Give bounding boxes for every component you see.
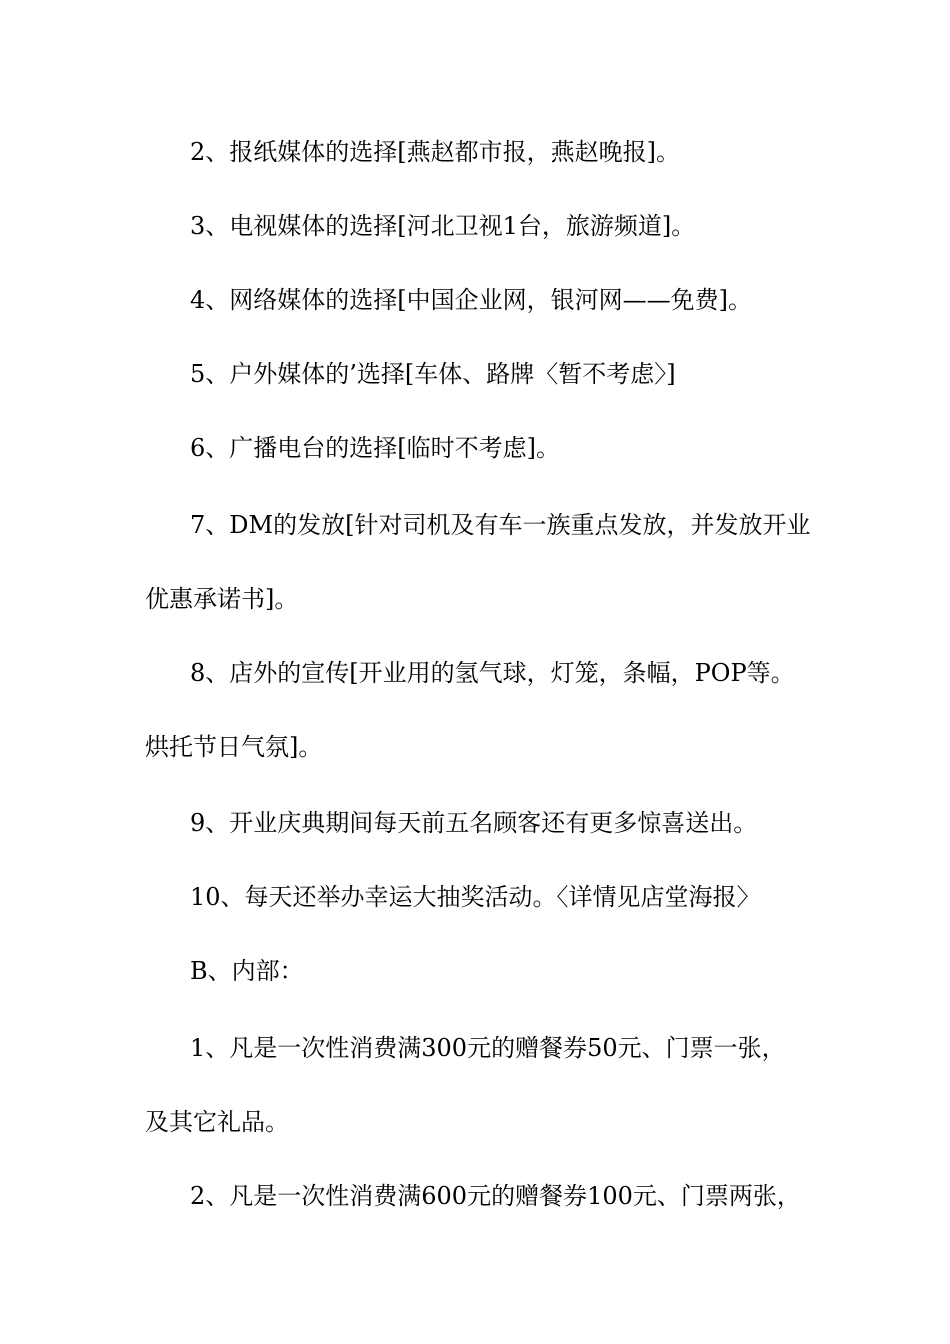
paragraph-line: 1、凡是一次性消费满300元的赠餐券50元、门票一张， <box>190 1034 786 1062</box>
paragraph-line: 7、DM的发放[针对司机及有车一族重点发放，并发放开业 <box>190 511 811 539</box>
paragraph-line: 6、广播电台的选择[临时不考虑]。 <box>190 434 560 462</box>
paragraph-line: 8、店外的宣传[开业用的氢气球，灯笼，条幅，POP等。 <box>190 659 795 687</box>
paragraph-line: 烘托节日气氛]。 <box>145 733 323 761</box>
paragraph-line: 4、网络媒体的选择[中国企业网，银河网——免费]。 <box>190 286 752 314</box>
paragraph-line: 9、开业庆典期间每天前五名顾客还有更多惊喜送出。 <box>190 809 758 837</box>
paragraph-line: 3、电视媒体的选择[河北卫视1台，旅游频道]。 <box>190 212 696 240</box>
paragraph-line: 及其它礼品。 <box>145 1108 289 1136</box>
paragraph-line: 2、报纸媒体的选择[燕赵都市报，燕赵晚报]。 <box>190 138 680 166</box>
paragraph-line: 5、户外媒体的’选择[车体、路牌〈暂不考虑〉] <box>190 360 676 388</box>
section-heading: B、内部： <box>190 957 304 985</box>
paragraph-line: 2、凡是一次性消费满600元的赠餐券100元、门票两张， <box>190 1182 801 1210</box>
paragraph-line: 10、每天还举办幸运大抽奖活动。〈详情见店堂海报〉 <box>190 883 761 911</box>
paragraph-line: 优惠承诺书]。 <box>145 585 299 613</box>
